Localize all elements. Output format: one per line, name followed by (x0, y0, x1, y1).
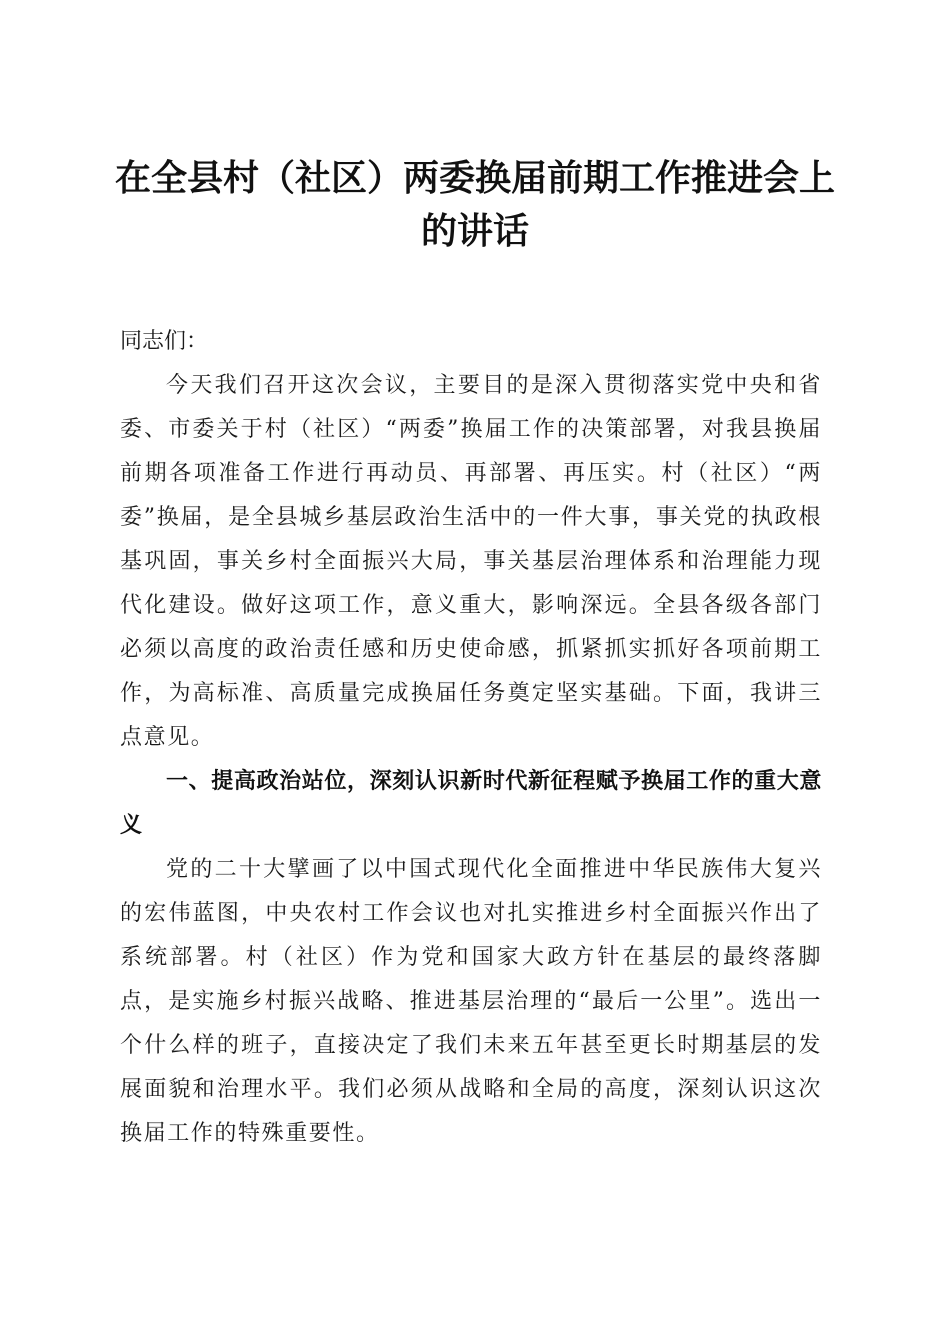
paragraph-intro: 今天我们召开这次会议，主要目的是深入贯彻落实党中央和省委、市委关于村（社区）“两委”换届工作的决策部署，对我县换届前期各项准备工作进行再动员、再部署、再压实。村（社区）“两委”换届，是全县城乡基层政治生活中的一件大事，事关党的执政根基巩固，事关乡村全面振兴大局，事关基层治理体系和治理能力现代化建设。做好这项工作，意义重大，影响深远。全县各级各部门必须以高度的政治责任感和历史使命感，抓紧抓实抓好各项前期工作，为高标准、高质量完成换届任务奠定坚实基础。下面，我讲三点意见。 (120, 373, 822, 750)
document-title: 在全县村（社区）两委换届前期工作推进会上的讲话 (114, 157, 835, 252)
section-heading-1: 一、提高政治站位，深刻认识新时代新征程赋予换届工作的重大意义 (120, 769, 822, 838)
salutation: 同志们： (120, 329, 209, 354)
document-body (120, 320, 822, 1156)
paragraph-section-1: 党的二十大擘画了以中国式现代化全面推进中华民族伟大复兴的宏伟蓝图，中央农村工作会议也对扎实推进乡村全面振兴作出了系统部署。村（社区）作为党和国家大政方针在基层的最终落脚点，是实施乡村振兴战略、推进基层治理的“最后一公里”。选出一个什么样的班子，直接决定了我们未来五年甚至更长时期基层的发展面貌和治理水平。我们必须从战略和全局的高度，深刻认识这次换届工作的特殊重要性。 (120, 857, 822, 1146)
